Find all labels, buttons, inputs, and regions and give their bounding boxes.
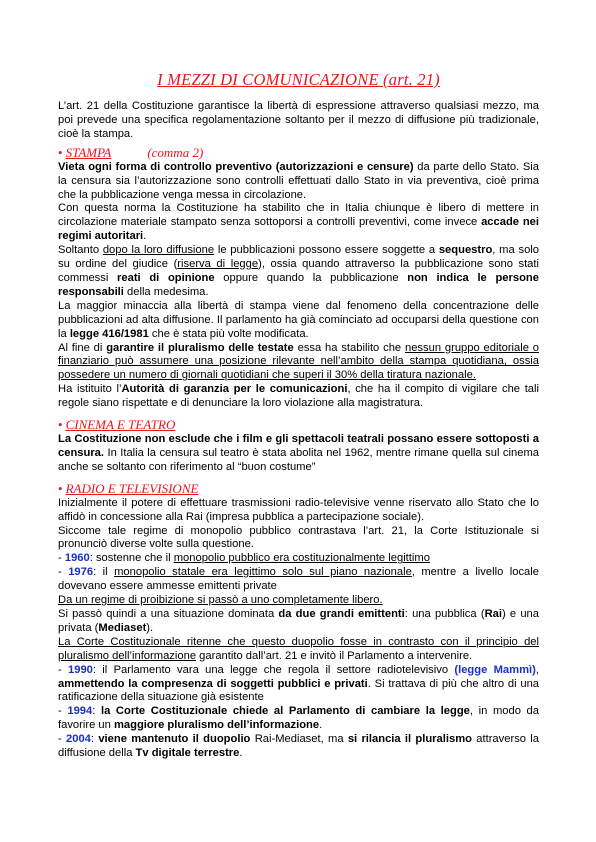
page-title: I MEZZI DI COMUNICAZIONE (art. 21) <box>157 70 440 89</box>
text: Soltanto <box>58 244 103 257</box>
underlined-text: monopolio pubblico era costituzionalmente legittimo <box>173 552 430 565</box>
bullet-icon: • <box>58 144 63 160</box>
text: , in modo da favorire un <box>58 705 539 732</box>
bold-text: si rilancia il pluralismo <box>347 733 472 746</box>
text: - <box>58 552 65 565</box>
bold-text: maggiore pluralismo dell’informazione <box>113 719 320 732</box>
stampa-paragraph-6 <box>58 383 539 411</box>
text: - <box>58 705 68 718</box>
bold-text: da due grandi emittenti <box>278 608 405 620</box>
bold-text: (legge Mammì) <box>454 663 536 676</box>
section-title: CINEMA E TEATRO <box>65 417 176 433</box>
section-heading-cinema <box>58 417 539 432</box>
text: Al fine di <box>58 341 107 354</box>
year-label: 2004 <box>66 733 91 746</box>
text: , <box>535 663 539 676</box>
text: - <box>58 663 69 676</box>
text: . <box>319 719 323 732</box>
text: della medesima. <box>123 285 209 298</box>
text: - <box>58 733 67 746</box>
timeline-2004 <box>58 733 539 761</box>
bullet-icon: • <box>58 417 63 433</box>
intro-paragraph: L’art. 21 della Costituzione garantisce la libertà di espressione attraverso qualsiasi mezzo, ma poi prevede una specifica regolamentazione soltanto per il mezzo di diffusione più tradizionale, cioè la stampa. <box>58 100 539 140</box>
bold-text: viene mantenuto il duopolio <box>98 733 251 746</box>
underlined-text: monopolio statale era legittimo solo sul piano nazionale <box>114 566 412 579</box>
text: : una pubblica ( <box>404 608 485 620</box>
timeline-1976 <box>58 566 539 594</box>
bold-text: reati di opinione <box>117 271 215 284</box>
section-subtitle: (comma 2) <box>147 144 204 160</box>
radio-paragraph-4 <box>58 608 539 636</box>
text: : <box>90 733 99 746</box>
underlined-text: dopo la loro diffusione <box>102 244 215 257</box>
text: che è stata più volte modificata. <box>148 327 309 340</box>
stampa-paragraph-2 <box>58 202 539 244</box>
text: Ha istituito l’ <box>58 383 122 396</box>
stampa-paragraph-5 <box>58 342 539 384</box>
bold-text: ammettendo la compresenza di soggetti pubblici e privati <box>58 677 368 690</box>
radio-paragraph-3 <box>58 594 539 608</box>
bold-text: la Corte Costituzionale chiede al Parlamento di cambiare la legge <box>100 705 470 718</box>
year-label: 1994 <box>67 705 93 718</box>
timeline-1990 <box>58 664 539 706</box>
text: Rai-Mediaset, ma <box>250 733 348 746</box>
stampa-paragraph-3 <box>58 244 539 300</box>
section-title: RADIO E TELEVISIONE <box>65 480 199 496</box>
text: Si passò quindi a una situazione dominata <box>58 608 279 620</box>
bold-text: Tv digitale terrestre <box>135 747 240 760</box>
text: : il <box>93 566 115 579</box>
text: . <box>239 747 243 760</box>
timeline-1994 <box>58 705 539 733</box>
bold-text: Mediaset <box>98 621 147 634</box>
stampa-paragraph-4 <box>58 300 539 342</box>
text: : sostenne che il <box>89 552 174 565</box>
timeline-1960 <box>58 552 539 566</box>
text: . Si trattava di più che altro di una ratificazione della situazione già esistente <box>58 677 540 704</box>
bold-text: Autorità di garanzia per le comunicazioni <box>121 383 348 396</box>
section-heading-stampa <box>58 145 539 160</box>
section-title: STAMPA <box>65 144 112 160</box>
text: . <box>143 230 147 243</box>
text: La maggior minaccia alla libertà di stampa viene dal fenomeno della concentrazione delle pubblicazioni ad alta diffusione. Il parlamento ha già cominciato ad occuparsi della questione con la <box>58 299 539 340</box>
bold-text: Rai <box>484 608 502 620</box>
text: , ma solo su ordine del giudice ( <box>58 244 539 271</box>
bold-text: garantire il pluralismo delle testate <box>106 341 294 354</box>
underlined-text: nessun gruppo editoriale o finanziario può assumere una posizione rilevante nell’ambito della stampa quotidiana, ossia possedere un numero di giornali quotidiani che superi il 30% della tiratura nazionale. <box>58 341 540 382</box>
year-label: 1976 <box>68 566 94 579</box>
text: In Italia la censura sul teatro è stata abolita nel 1962, mentre rimane quella sul cinema anche se soltanto con riferimento al “buon costume” <box>58 446 539 473</box>
text: essa ha stabilito che <box>293 341 405 354</box>
text: : <box>92 705 101 718</box>
cinema-paragraph <box>58 433 539 475</box>
document-page <box>58 70 539 761</box>
bold-text: sequestro <box>438 244 493 257</box>
year-label: 1960 <box>64 552 90 565</box>
radio-paragraph-2: Siccome tale regime di monopolio pubblico contrastava l’art. 21, la Corte Istituzionale si pronunciò diverse volte sulla questione. <box>58 524 539 551</box>
bold-text: non indica le persone responsabili <box>58 271 539 298</box>
year-label: 1990 <box>68 663 93 676</box>
text: : il Parlamento vara una legge che regola il settore radiotelevisivo <box>92 663 455 676</box>
section-heading-radio <box>58 481 539 496</box>
text: oppure quando la pubblicazione <box>214 271 408 284</box>
text: le pubblicazioni possono essere soggette a <box>214 244 439 257</box>
bold-text: Vieta ogni forma di controllo preventivo (autorizzazioni e censure) <box>58 160 414 173</box>
underlined-text: riserva di legge <box>177 258 259 271</box>
bold-text: accade nei regimi autoritari <box>58 216 540 243</box>
text: , che ha il compito di vigilare che tali regole siano rispettate e di denunciare la loro violazione alla magistratura. <box>58 383 539 410</box>
text: ) e una privata ( <box>58 608 540 634</box>
text: , mentre a livello locale dovevano essere ammesse emittenti private <box>58 566 539 593</box>
underlined-text: La Corte Costituzionale ritenne che questo duopolio fosse in contrasto con il principio del pluralismo dell’informazione <box>58 635 539 662</box>
bold-text: legge 416/1981 <box>69 327 149 340</box>
radio-paragraph-5 <box>58 636 539 664</box>
text: attraverso la diffusione della <box>58 733 540 760</box>
text: garantito dall’art. 21 e invitò il Parlamento a intervenire. <box>196 649 473 662</box>
text: Con questa norma la Costituzione ha stabilito che in Italia chiunque è libero di mettere in circolazione materiale stampato senza sottoporsi a controlli preventivi, come invece <box>58 202 539 229</box>
bold-text: La Costituzione non esclude che i film e gli spettacoli teatrali possano essere sottoposti a censura. <box>58 433 539 459</box>
radio-paragraph-1: Inizialmente il potere di effettuare trasmissioni radio-televisive venne riservato allo Stato che lo affidò in concessione alla Rai (impresa pubblica a partecipazione sociale). <box>58 496 539 523</box>
text: ), ossia quando attraverso la pubblicazione sono stati commessi <box>58 258 539 284</box>
underlined-text: Da un regime di proibizione si passò a uno completamente libero. <box>58 594 383 607</box>
text: ). <box>146 621 154 634</box>
bullet-icon: • <box>58 480 63 496</box>
stampa-paragraph-1 <box>58 161 539 203</box>
text: - <box>58 566 69 579</box>
text: da parte dello Stato. Sia la censura sia l’autorizzazione sono controlli effettuati dallo Stato in via preventiva, cioè prima che la pubblicazione venga messa in circolazione. <box>58 160 539 201</box>
